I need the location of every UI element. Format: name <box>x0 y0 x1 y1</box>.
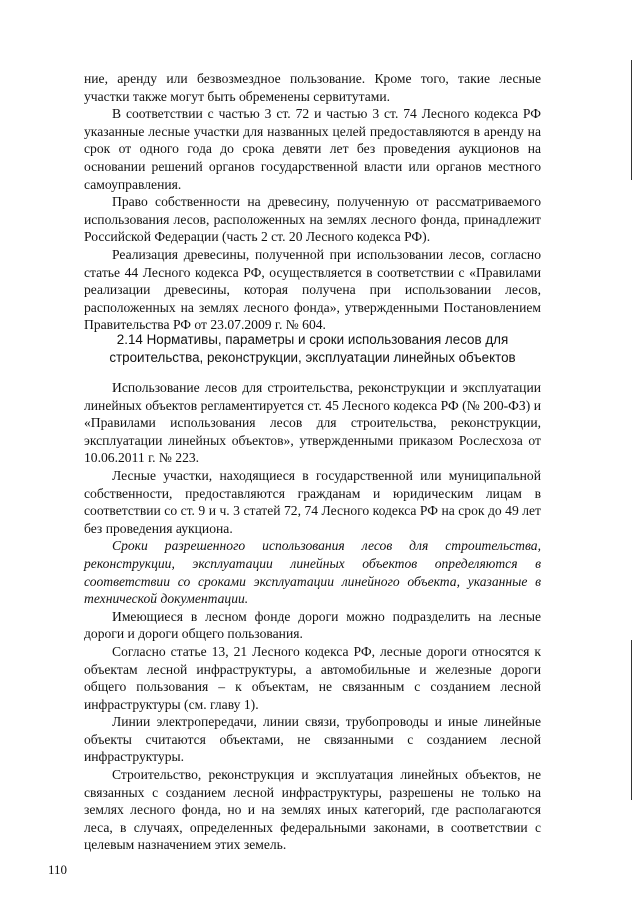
paragraph-2: В соответствии с частью 3 ст. 72 и частью 3 ст. 74 Лесного кодекса РФ указанные лесные участки для названных целей предоставляются в аренду на срок от одного года до срока девяти лет без проведения аукционов на основании решений органов государственной власти или органов местного самоуправления. <box>84 106 541 192</box>
paragraph-6: Лесные участки, находящиеся в государственной или муниципальной собственности, предоставляются гражданам и юридическим лицам в соответствии со ст. 9 и ч. 3 статей 72, 74 Лесного кодекса РФ на срок до 49 лет без проведения аукциона. <box>84 467 541 536</box>
section-heading <box>84 331 541 367</box>
paragraph-11: Строительство, реконструкция и эксплуатация линейных объектов, не связанных с созданием лесной инфраструктуры, разрешены не только на землях лесного фонда, но и на землях иных категорий, где располагаются леса, в случаях, определенных федеральными законами, в соответствии с целевым назначением этих земель. <box>84 767 541 853</box>
page-number: 110 <box>48 862 68 877</box>
paragraph-10: Линии электропередачи, линии связи, трубопроводы и иные линейные объекты считаются объектами, не связанными с созданием лесной инфраструктуры. <box>84 714 541 765</box>
scan-edge-mark-bottom <box>631 640 632 800</box>
section-heading-line-1: 2.14 Нормативы, параметры и сроки использования лесов для <box>116 332 509 347</box>
paragraph-8: Имеющиеся в лесном фонде дороги можно подразделить на лесные дороги и дороги общего пользования. <box>84 608 541 642</box>
section-heading-line-2: строительства, реконструкции, эксплуатации линейных объектов <box>109 350 516 365</box>
text-block-main <box>84 379 541 854</box>
paragraph-4: Реализация древесины, полученной при использовании лесов, согласно статье 44 Лесного кодекса РФ, осуществляется в соответствии с «Правилами реализации древесины, которая получена при использовании лесов, расположенных на землях лесного фонда», утвержденными Постановлением Правительства РФ от 23.07.2009 г. № 604. <box>84 246 541 333</box>
paragraph-7-italic: Сроки разрешенного использования лесов для строительства, реконструкции, эксплуатации линейных объектов определяются в соответствии со сроками эксплуатации линейного объекта, указанные в технической документации. <box>84 538 541 607</box>
paragraph-1: ние, аренду или безвозмездное пользование. Кроме того, такие лесные участки также могут быть обременены сервитутами. <box>84 71 541 104</box>
scan-edge-mark-top <box>631 60 632 180</box>
paragraph-9: Согласно статье 13, 21 Лесного кодекса РФ, лесные дороги относятся к объектам лесной инфраструктуры, а автомобильные и железные дороги общего пользования – к объектам, не связанным с созданием лесной инфраструктуры (см. главу 1). <box>84 643 541 712</box>
text-block-top <box>84 70 541 334</box>
paragraph-5: Использование лесов для строительства, реконструкции и эксплуатации линейных объектов регламентируется ст. 45 Лесного кодекса РФ (№ 200-ФЗ) и «Правилами использования лесов для строительства, реконструкции, эксплуатации линейных объектов», утвержденными приказом Рослесхоза от 10.06.2011 г. № 223. <box>84 380 541 466</box>
paragraph-3: Право собственности на древесину, полученную от рассматриваемого использования лесов, расположенных на землях лесного фонда, принадлежит Российской Федерации (часть 2 ст. 20 Лесного кодекса РФ). <box>84 194 541 245</box>
